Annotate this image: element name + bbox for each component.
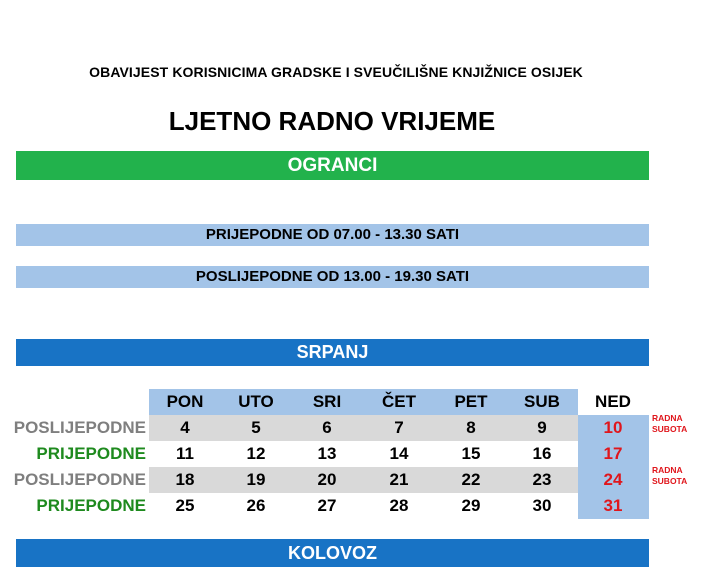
sunday-date-cell: 17 <box>603 444 623 463</box>
date-cell: 25 <box>175 496 195 515</box>
sunday-date-cell: 10 <box>603 418 623 437</box>
row-label: PRIJEPODNE <box>36 496 146 515</box>
shift-bar-afternoon: POSLIJEPODNE OD 13.00 - 19.30 SATI <box>16 266 649 288</box>
date-cell: 18 <box>175 470 195 489</box>
day-header-thu: ČET <box>382 392 416 411</box>
date-cell: 22 <box>461 470 481 489</box>
day-header-fri: PET <box>454 392 488 411</box>
calendar-header <box>149 389 650 415</box>
working-saturday-note <box>652 465 687 487</box>
date-cell: 19 <box>246 470 266 489</box>
date-cell: 4 <box>180 418 190 437</box>
shift-bar-morning: PRIJEPODNE OD 07.00 - 13.30 SATI <box>16 224 649 246</box>
note-line: SUBOTA <box>652 476 688 486</box>
date-cell: 13 <box>317 444 337 463</box>
date-cell: 30 <box>532 496 552 515</box>
page-title: LJETNO RADNO VRIJEME <box>168 106 496 136</box>
day-header-sat: SUB <box>524 392 560 411</box>
working-saturday-note <box>652 413 687 435</box>
date-cell: 21 <box>389 470 409 489</box>
day-header-wed: SRI <box>312 392 342 411</box>
date-cell: 26 <box>246 496 266 515</box>
week-row <box>16 493 650 519</box>
date-cell: 8 <box>466 418 476 437</box>
date-cell: 15 <box>461 444 481 463</box>
sunday-date-cell: 24 <box>603 470 623 489</box>
date-cell: 5 <box>251 418 261 437</box>
month-bar-srpanj: SRPANJ <box>16 339 649 366</box>
date-cell: 28 <box>389 496 409 515</box>
day-header-sun: NED <box>595 392 631 411</box>
day-header-tue: UTO <box>238 392 274 411</box>
date-cell: 27 <box>317 496 337 515</box>
date-cell: 23 <box>532 470 552 489</box>
row-label: POSLIJEPODNE <box>13 418 146 437</box>
month-bar-kolovoz: KOLOVOZ <box>16 539 649 567</box>
date-cell: 12 <box>246 444 266 463</box>
note-line: RADNA <box>652 413 683 423</box>
date-cell: 14 <box>389 444 409 463</box>
date-cell: 16 <box>532 444 552 463</box>
sunday-date-cell: 31 <box>603 496 623 515</box>
notice-heading: OBAVIJEST KORISNICIMA GRADSKE I SVEUČILIŠNE KNJIŽNICE OSIJEK <box>89 64 583 80</box>
date-cell: 7 <box>394 418 404 437</box>
note-line: RADNA <box>652 465 683 475</box>
note-line: SUBOTA <box>652 424 688 434</box>
row-label: PRIJEPODNE <box>36 444 146 463</box>
date-cell: 20 <box>317 470 337 489</box>
week-row <box>13 415 650 441</box>
date-cell: 9 <box>537 418 547 437</box>
section-bar-ogranci: OGRANCI <box>16 151 649 180</box>
date-cell: 6 <box>322 418 332 437</box>
week-row <box>16 441 650 467</box>
day-header-mon: PON <box>166 392 204 411</box>
date-cell: 11 <box>176 444 194 463</box>
week-row <box>13 467 650 493</box>
date-cell: 29 <box>461 496 481 515</box>
row-label: POSLIJEPODNE <box>13 470 146 489</box>
